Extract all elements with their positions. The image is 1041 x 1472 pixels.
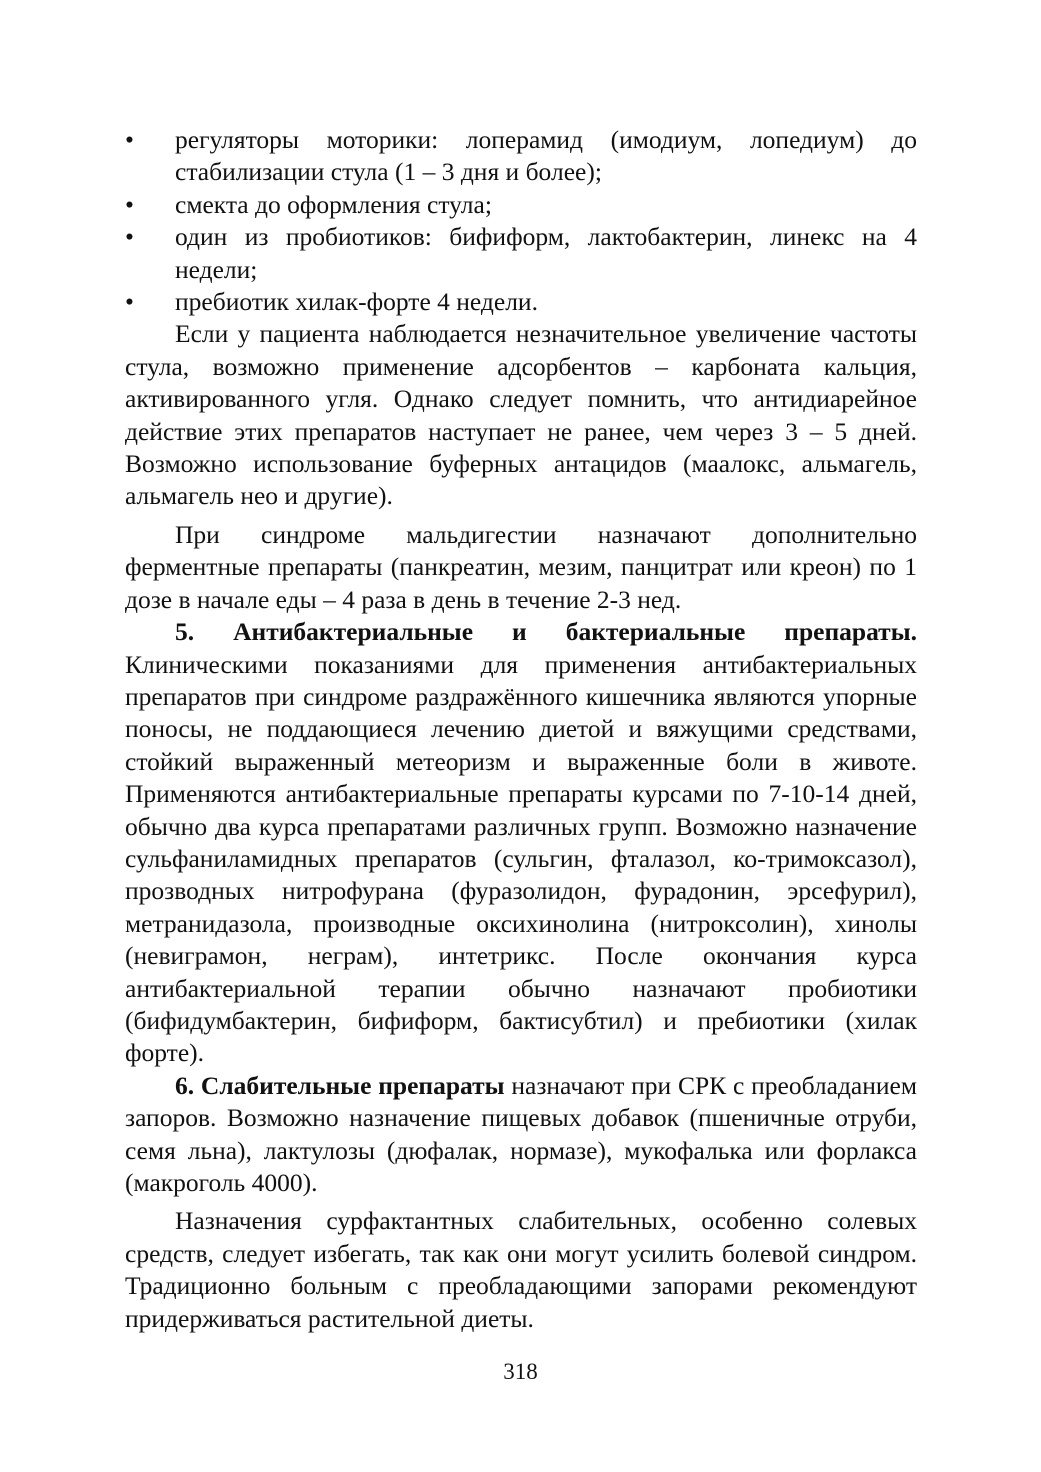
section-heading-antibacterial: 5. Антибактериальные и бактериальные препараты. (175, 617, 917, 647)
bullet-text: смекта до оформления стула; (175, 189, 492, 219)
bullet-item (125, 286, 917, 318)
paragraph-surfactant: Назначения сурфактантных слабительных, особенно солевых средств, следует избегать, так как они могут усилить болевой синдром. Традиционно больным с преобладающими запорами рекомендуют придерживаться растительной диеты. (125, 1206, 917, 1333)
paragraph-antibacterial-text: Клиническими показаниями для применения антибактериальных препаратов при синдроме раздражённого кишечника являются упорные поносы, не поддающиеся лечению диетой и вяжущими средствами, стойкий выраженный метеоризм и выраженные боли в животе. Применяются антибактериальные препараты курсами по 7-10-14 дней, обычно два курса препаратами различных групп. Возможно назначение сульфаниламидных препаратов (сульгин, фталазол, ко-тримоксазол), прозводных нитрофурана (фуразолидон, фурадонин, эрсефурил), метранидазола, производные оксихинолина (нитроксолин), хинолы (невиграмон, неграм), интетрикс. После окончания курса антибактериальной терапии обычно назначают пробиотики (бифидумбактерин, бифиформ, бактисубтил) и пребиотики (хилак форте). (125, 649, 917, 1068)
page-body (125, 124, 917, 1335)
section-heading-laxatives: 6. Слабительные препараты (175, 1070, 505, 1100)
bullet-item (125, 221, 917, 286)
bullet-dot-icon: • (125, 125, 134, 154)
bullet-dot-icon: • (125, 189, 134, 219)
page-number: 318 (503, 1359, 538, 1384)
paragraph-maldigestion: При синдроме мальдигестии назначают дополнительно ферментные препараты (панкреатин, мезим, панцитрат или креон) по 1 дозе в начале еды – 4 раза в день в течение 2-3 нед. (125, 519, 917, 614)
bullet-dot-icon: • (125, 287, 134, 317)
bullet-item (125, 124, 917, 189)
bullet-dot-icon: • (125, 222, 134, 252)
bullet-text: регуляторы моторики: лоперамид (имодиум, лопедиум) до стабилизации стула (1 – 3 дня и более); (175, 125, 917, 187)
paragraph-adsorbents: Если у пациента наблюдается незначительное увеличение частоты стула, возможно применение адсорбентов – карбоната кальция, активированного угля. Однако следует помнить, что антидиарейное действие этих препаратов наступает не ранее, чем через 3 – 5 дней. Возможно использование буферных антацидов (маалокс, альмагель, альмагель нео и другие). (125, 319, 917, 511)
paragraph-antibacterial (125, 616, 917, 1070)
bullet-text: один из пробиотиков: бифиформ, лактобактерин, линекс на 4 недели; (175, 222, 917, 284)
paragraph-laxatives (125, 1070, 917, 1200)
bullet-item (125, 189, 917, 221)
bullet-text: пребиотик хилак-форте 4 недели. (175, 287, 538, 317)
bullet-list (125, 124, 917, 318)
paragraph-laxatives-text: назначают при СРК с преобладанием запоров. Возможно назначение пищевых добавок (пшеничные отруби, семя льна), лактулозы (дюфалак, нормазе), мукофалька или форлакса (макроголь 4000). (125, 1070, 917, 1197)
